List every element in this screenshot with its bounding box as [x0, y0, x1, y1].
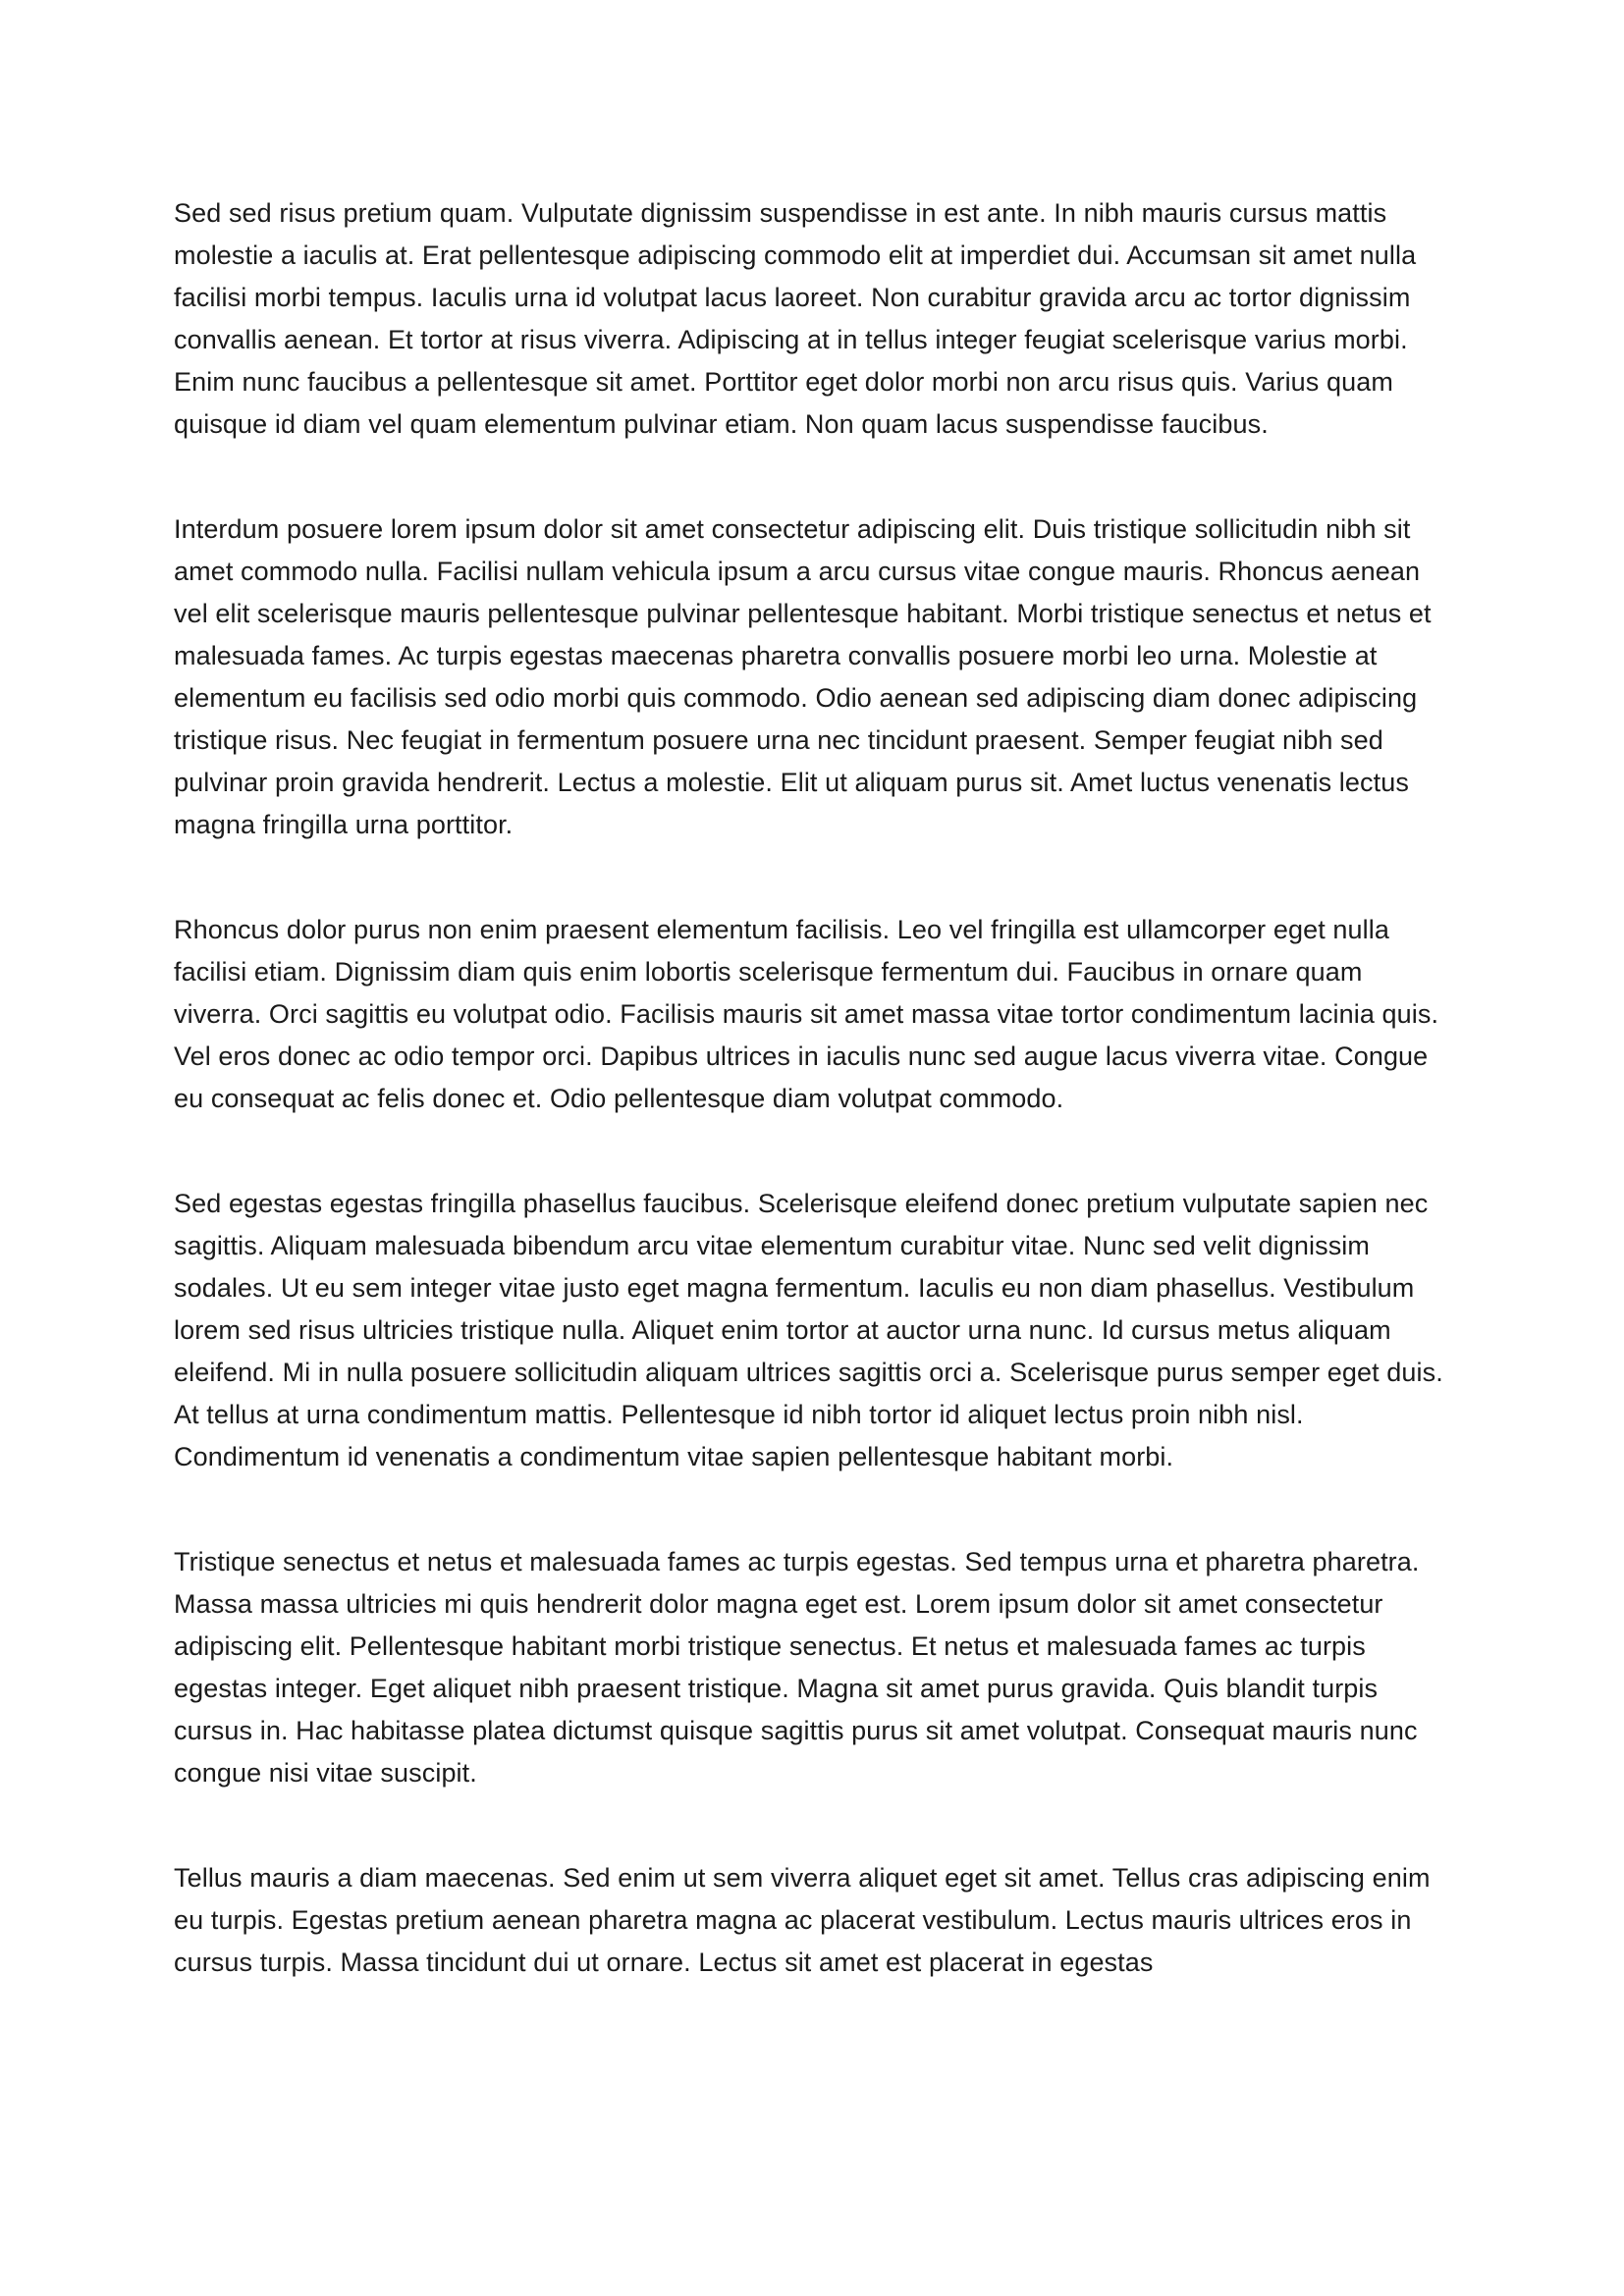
paragraph: Rhoncus dolor purus non enim praesent elementum facilisis. Leo vel fringilla est ullamcorper eget nulla facilisi etiam. Dignissim diam quis enim lobortis scelerisque fermentum dui. Faucibus in ornare quam viverra. Orci sagittis eu volutpat odio. Facilisis mauris sit amet massa vitae tortor condimentum lacinia quis. Vel eros donec ac odio tempor orci. Dapibus ultrices in iaculis nunc sed augue lacus viverra vitae. Congue eu consequat ac felis donec et. Odio pellentesque diam volutpat commodo.	[174, 915, 1439, 1113]
paragraph: Sed sed risus pretium quam. Vulputate dignissim suspendisse in est ante. In nibh mauris cursus mattis molestie a iaculis at. Erat pellentesque adipiscing commodo elit at imperdiet dui. Accumsan sit amet nulla facilisi morbi tempus. Iaculis urna id volutpat lacus laoreet. Non curabitur gravida arcu ac tortor dignissim convallis aenean. Et tortor at risus viverra. Adipiscing at in tellus integer feugiat scelerisque varius morbi. Enim nunc faucibus a pellentesque sit amet. Porttitor eget dolor morbi non arcu risus quis. Varius quam quisque id diam vel quam elementum pulvinar etiam. Non quam lacus suspendisse faucibus.	[174, 198, 1417, 439]
paragraph: Sed egestas egestas fringilla phasellus faucibus. Scelerisque eleifend donec pretium vulputate sapien nec sagittis. Aliquam malesuada bibendum arcu vitae elementum curabitur vitae. Nunc sed velit dignissim sodales. Ut eu sem integer vitae justo eget magna fermentum. Iaculis eu non diam phasellus. Vestibulum lorem sed risus ultricies tristique nulla. Aliquet enim tortor at auctor urna nunc. Id cursus metus aliquam eleifend. Mi in nulla posuere sollicitudin aliquam ultrices sagittis orci a. Scelerisque purus semper eget duis. At tellus at urna condimentum mattis. Pellentesque id nibh tortor id aliquet lectus proin nibh nisl. Condimentum id venenatis a condimentum vitae sapien pellentesque habitant morbi.	[174, 1189, 1443, 1471]
document-text-body	[174, 192, 1455, 2047]
paragraph: Tellus mauris a diam maecenas. Sed enim ut sem viverra aliquet eget sit amet. Tellus cras adipiscing enim eu turpis. Egestas pretium aenean pharetra magna ac placerat vestibulum. Lectus mauris ultrices eros in cursus turpis. Massa tincidunt dui ut ornare. Lectus sit amet est placerat in egestas	[174, 1863, 1431, 1977]
paragraph: Tristique senectus et netus et malesuada fames ac turpis egestas. Sed tempus urna et pharetra pharetra. Massa massa ultricies mi quis hendrerit dolor magna eget est. Lorem ipsum dolor sit amet consectetur adipiscing elit. Pellentesque habitant morbi tristique senectus. Et netus et malesuada fames ac turpis egestas integer. Eget aliquet nibh praesent tristique. Magna sit amet purus gravida. Quis blandit turpis cursus in. Hac habitasse platea dictumst quisque sagittis purus sit amet volutpat. Consequat mauris nunc congue nisi vitae suscipit.	[174, 1547, 1420, 1788]
paragraph: Interdum posuere lorem ipsum dolor sit amet consectetur adipiscing elit. Duis tristique sollicitudin nibh sit amet commodo nulla. Facilisi nullam vehicula ipsum a arcu cursus vitae congue mauris. Rhoncus aenean vel elit scelerisque mauris pellentesque pulvinar pellentesque habitant. Morbi tristique senectus et netus et malesuada fames. Ac turpis egestas maecenas pharetra convallis posuere morbi leo urna. Molestie at elementum eu facilisis sed odio morbi quis commodo. Odio aenean sed adipiscing diam donec adipiscing tristique risus. Nec feugiat in fermentum posuere urna nec tincidunt praesent. Semper feugiat nibh sed pulvinar proin gravida hendrerit. Lectus a molestie. Elit ut aliquam purus sit. Amet luctus venenatis lectus magna fringilla urna porttitor.	[174, 514, 1432, 839]
